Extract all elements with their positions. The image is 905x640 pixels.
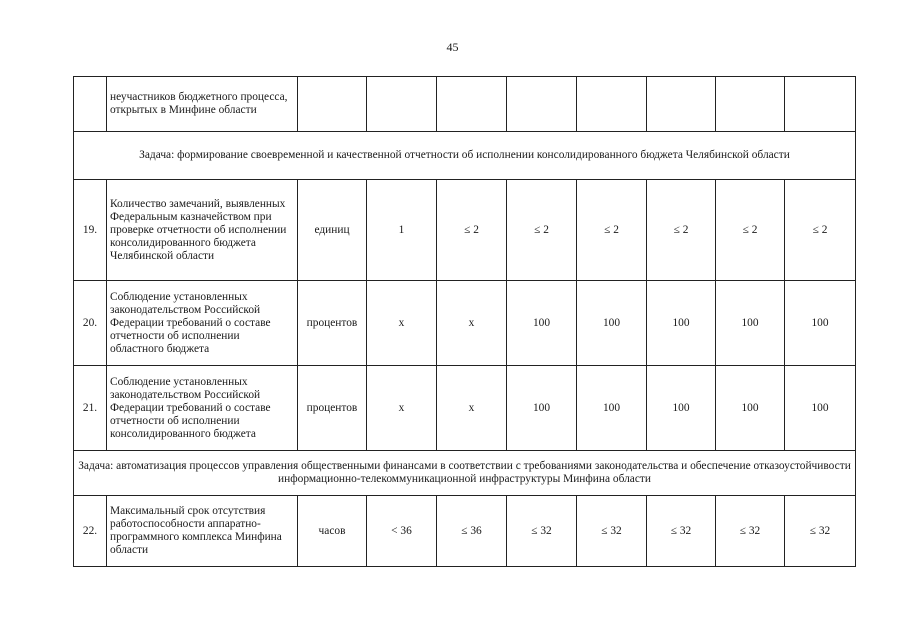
row-number: 22. xyxy=(74,496,107,567)
value-cell: ≤ 32 xyxy=(785,496,856,567)
value-cell: 100 xyxy=(577,366,647,451)
value-cell xyxy=(577,77,647,132)
unit-cell: часов xyxy=(298,496,367,567)
value-cell xyxy=(716,77,785,132)
value-cell: ≤ 32 xyxy=(577,496,647,567)
value-cell: х xyxy=(367,366,437,451)
unit-cell: процентов xyxy=(298,281,367,366)
value-cell: < 36 xyxy=(367,496,437,567)
value-cell: ≤ 36 xyxy=(437,496,507,567)
row-number: 19. xyxy=(74,180,107,281)
value-cell: 100 xyxy=(577,281,647,366)
row-number xyxy=(74,77,107,132)
unit-cell xyxy=(298,77,367,132)
value-cell: 100 xyxy=(716,366,785,451)
value-cell: ≤ 2 xyxy=(716,180,785,281)
value-cell: ≤ 32 xyxy=(507,496,577,567)
value-cell xyxy=(437,77,507,132)
value-cell: 100 xyxy=(785,281,856,366)
task-heading: Задача: автоматизация процессов управления общественными финансами в соответствии с требованиями законодательства и обеспечение отказоустойчивости информационно-телекоммуникационной инфраструктуры Минфина области xyxy=(74,451,856,496)
indicators-table xyxy=(73,76,856,567)
value-cell: ≤ 2 xyxy=(647,180,716,281)
value-cell xyxy=(367,77,437,132)
value-cell: х xyxy=(437,366,507,451)
unit-cell: единиц xyxy=(298,180,367,281)
table-row-22 xyxy=(74,496,856,567)
row-number: 20. xyxy=(74,281,107,366)
page-number: 45 xyxy=(446,40,459,54)
indicator-name: неучастников бюджетного процесса, открытых в Минфине области xyxy=(107,77,298,132)
row-number: 21. xyxy=(74,366,107,451)
table-row-continuation xyxy=(74,77,856,132)
indicator-name: Количество замечаний, выявленных Федеральным казначейством при проверке отчетности об исполнении консолидированного бюджета Челябинской области xyxy=(107,180,298,281)
value-cell: ≤ 2 xyxy=(507,180,577,281)
unit-cell: процентов xyxy=(298,366,367,451)
value-cell: х xyxy=(367,281,437,366)
value-cell: ≤ 2 xyxy=(437,180,507,281)
value-cell: х xyxy=(437,281,507,366)
value-cell: ≤ 32 xyxy=(716,496,785,567)
value-cell: ≤ 2 xyxy=(577,180,647,281)
value-cell: 100 xyxy=(647,281,716,366)
value-cell: ≤ 2 xyxy=(785,180,856,281)
value-cell: 1 xyxy=(367,180,437,281)
value-cell: 100 xyxy=(647,366,716,451)
value-cell xyxy=(507,77,577,132)
table-row-19 xyxy=(74,180,856,281)
task-heading: Задача: формирование своевременной и качественной отчетности об исполнении консолидированного бюджета Челябинской области xyxy=(74,132,856,180)
table-row-20 xyxy=(74,281,856,366)
value-cell: 100 xyxy=(716,281,785,366)
value-cell: 100 xyxy=(785,366,856,451)
value-cell: 100 xyxy=(507,366,577,451)
table-row-21 xyxy=(74,366,856,451)
value-cell: ≤ 32 xyxy=(647,496,716,567)
value-cell: 100 xyxy=(507,281,577,366)
indicator-name: Соблюдение установленных законодательством Российской Федерации требований о составе отчетности об исполнении консолидированного бюджета xyxy=(107,366,298,451)
indicator-name: Максимальный срок отсутствия работоспособности аппаратно-программного комплекса Минфина области xyxy=(107,496,298,567)
task-row xyxy=(74,132,856,180)
indicator-name: Соблюдение установленных законодательством Российской Федерации требований о составе отчетности об исполнении областного бюджета xyxy=(107,281,298,366)
task-row xyxy=(74,451,856,496)
value-cell xyxy=(785,77,856,132)
value-cell xyxy=(647,77,716,132)
